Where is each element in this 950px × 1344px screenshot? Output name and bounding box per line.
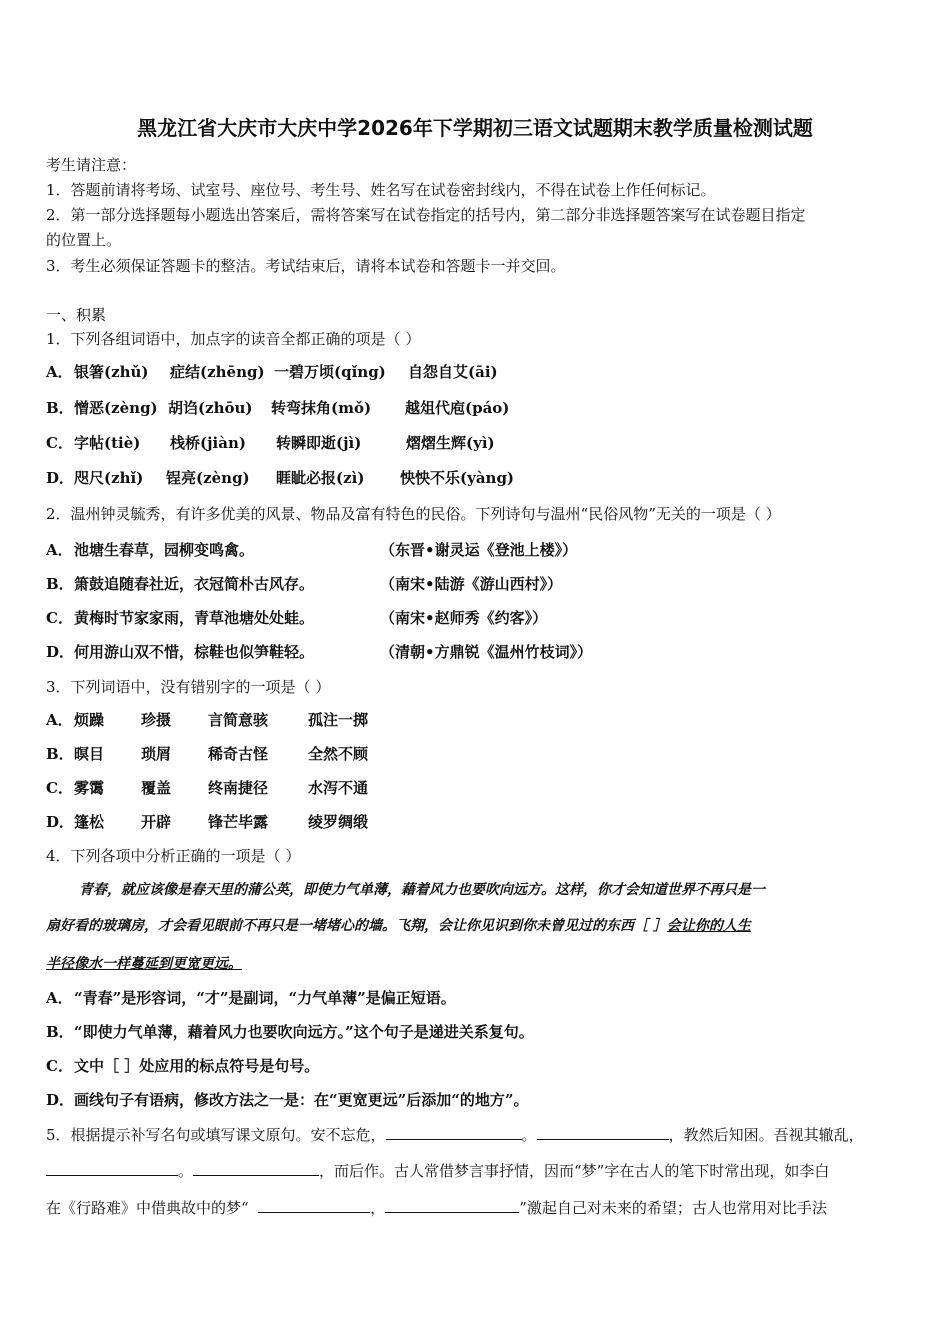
notice-item: 3．考生必须保证答题卡的整洁。考试结束后，请将本试卷和答题卡一并交回。 bbox=[46, 257, 566, 275]
fill-blank[interactable] bbox=[537, 1125, 669, 1140]
passage-line: 青春，就应该像是春天里的蒲公英，即使力气单薄，藉着风力也要吹向远方。这样，你才会知道世界不再只是一 bbox=[79, 882, 765, 898]
question-2-stem: 2．温州钟灵毓秀，有许多优美的风景、物品及富有特色的民俗。下列诗句与温州“民俗风物”无关的一项是（ ） bbox=[46, 505, 781, 523]
question-5-line: 在《行路难》中借典故中的梦“ ， ”激起自己对未来的希望；古人也常用对比手法 bbox=[46, 1199, 827, 1217]
fill-blank[interactable] bbox=[385, 1198, 519, 1213]
fill-blank[interactable] bbox=[386, 1125, 522, 1140]
underlined-sentence: 会让你的人生 bbox=[666, 918, 751, 934]
question-5-line: 5．根据提示补写名句或填写课文原句。安不忘危， 。 ，教然后知困。吾视其辙乱， bbox=[46, 1126, 864, 1144]
page-title: 黑龙江省大庆市大庆中学2026年下学期初三语文试题期末教学质量检测试题 bbox=[137, 116, 813, 140]
section-heading: 一、积累 bbox=[46, 306, 107, 324]
underlined-sentence: 半径像水一样蔓延到更宽更远。 bbox=[46, 956, 242, 972]
question-4-stem: 4．下列各项中分析正确的一项是（ ） bbox=[46, 847, 301, 865]
question-5-line: 。 ，而后作。古人常借梦言事抒情，因而“梦”字在古人的笔下时常出现，如李白 bbox=[46, 1160, 829, 1181]
notice-item: 2．第一部分选择题每小题选出答案后，需将答案写在试卷指定的括号内，第二部分非选择题答案写在试卷题目指定 bbox=[46, 206, 806, 224]
question-1-stem: 1．下列各组词语中，加点字的读音全都正确的项是（ ） bbox=[46, 330, 421, 348]
notice-item: 1．答题前请将考场、试室号、座位号、考生号、姓名写在试卷密封线内，不得在试卷上作任何标记。 bbox=[46, 181, 716, 199]
fill-blank[interactable] bbox=[258, 1198, 370, 1213]
fill-blank[interactable] bbox=[46, 1161, 178, 1176]
notice-item: 的位置上。 bbox=[46, 231, 122, 249]
passage-line: 扇好看的玻璃房，才会看见眼前不再只是一堵堵心的墙。飞翔，会让你见识到你未曾见过的东西［ ］会让你的人生 bbox=[46, 918, 751, 934]
notice-heading: 考生请注意： bbox=[46, 156, 137, 174]
exam-page: 黑龙江省大庆市大庆中学2026年下学期初三语文试题期末教学质量检测试题 考生请注意： 1．答题前请将考场、试室号、座位号、考生号、姓名写在试卷密封线内，不得在试卷上作任何标记。 2．第一部分选择题每小题选出答案后，需将答案写在试卷指定的括号内，第二部分非选择题答案写在试卷题目指定 的位置上。 3．考生必须保证答题卡的整洁。考试结束后，请将本试卷和答题卡一并交回。 一、积累 1．下列各组词语中，加点字的读音全都正确的项是（ ） A． 银箸(zhǔ) 症结(zhēng) 一碧万顷(qǐng) 自怨自艾(āi) B． 憎恶(zèng) 胡诌(zhōu) 转弯抹角(mǒ) 越俎代庖(páo) C． 字帖(tiè) 栈桥(jiàn) 转瞬即逝(jì) 熠熠生辉(yì) D． 咫尺(zhǐ) 锃亮(zèng) 睚眦必报(zì) 怏怏不乐(yàng) 2．温州钟灵毓秀，有许多优美的风景、物品及富有特色的民俗。下列诗句与温州“民俗风物”无关的一项是（ ） A． 池塘生春草，园柳变鸣禽。 （东晋•谢灵运《登池上楼》） B． 箫鼓追随春社近，衣冠简朴古风存。 （南宋•陆游《游山西村》） C． 黄梅时节家家雨，青草池塘处处蛙。 （南宋•赵师秀《约客》） D． 何用游山双不惜，棕鞋也似笋鞋轻。 （清朝•方鼎锐《温州竹枝词》） 3．下列词语中，没有错别字的一项是（ ） A． 烦躁 珍摄 言简意骇 孤注一掷 B． 暝目 琐屑 稀奇古怪 全然不顾 C． 雾霭 覆盖 终南捷径 水泻不通 D． 篷松 开辟 锋芒毕露 绫罗绸缎 4．下列各项中分析正确的一项是（ ） 青春，就应该像是春天里的蒲公英，即使力气单薄，藉着风力也要吹向远方。这样，你才会知道世界不再只是一 扇好看的玻璃房，才会看见眼前不再只是一堵堵心的墙。飞翔，会让你见识到你未曾见过的东西［ ］会让你的人生 半径像水一样蔓延到更宽更远。 A． “青春”是形容词，“才”是副词，“力气单薄”是偏正短语。 B． “即使力气单薄，藉着风力也要吹向远方。”这个句子是递进关系复句。 C． 文中［ ］处应用的标点符号是句号。 D． 画线句子有语病，修改方法之一是：在“更宽更远”后添加“的地方”。 5．根据提示补写名句或填写课文原句。安不忘危， 。 ，教然后知困。吾视其辙乱， 。 ，而后作。古人常借梦言事抒情，因而“梦”字在古人的笔下时常出现，如李白 在《行路难》中借典故中的梦“ ， ”激起自己对未来的希望；古人也常用对比手法 bbox=[0, 0, 950, 1344]
fill-blank[interactable] bbox=[193, 1161, 319, 1176]
question-3-stem: 3．下列词语中，没有错别字的一项是（ ） bbox=[46, 678, 331, 696]
